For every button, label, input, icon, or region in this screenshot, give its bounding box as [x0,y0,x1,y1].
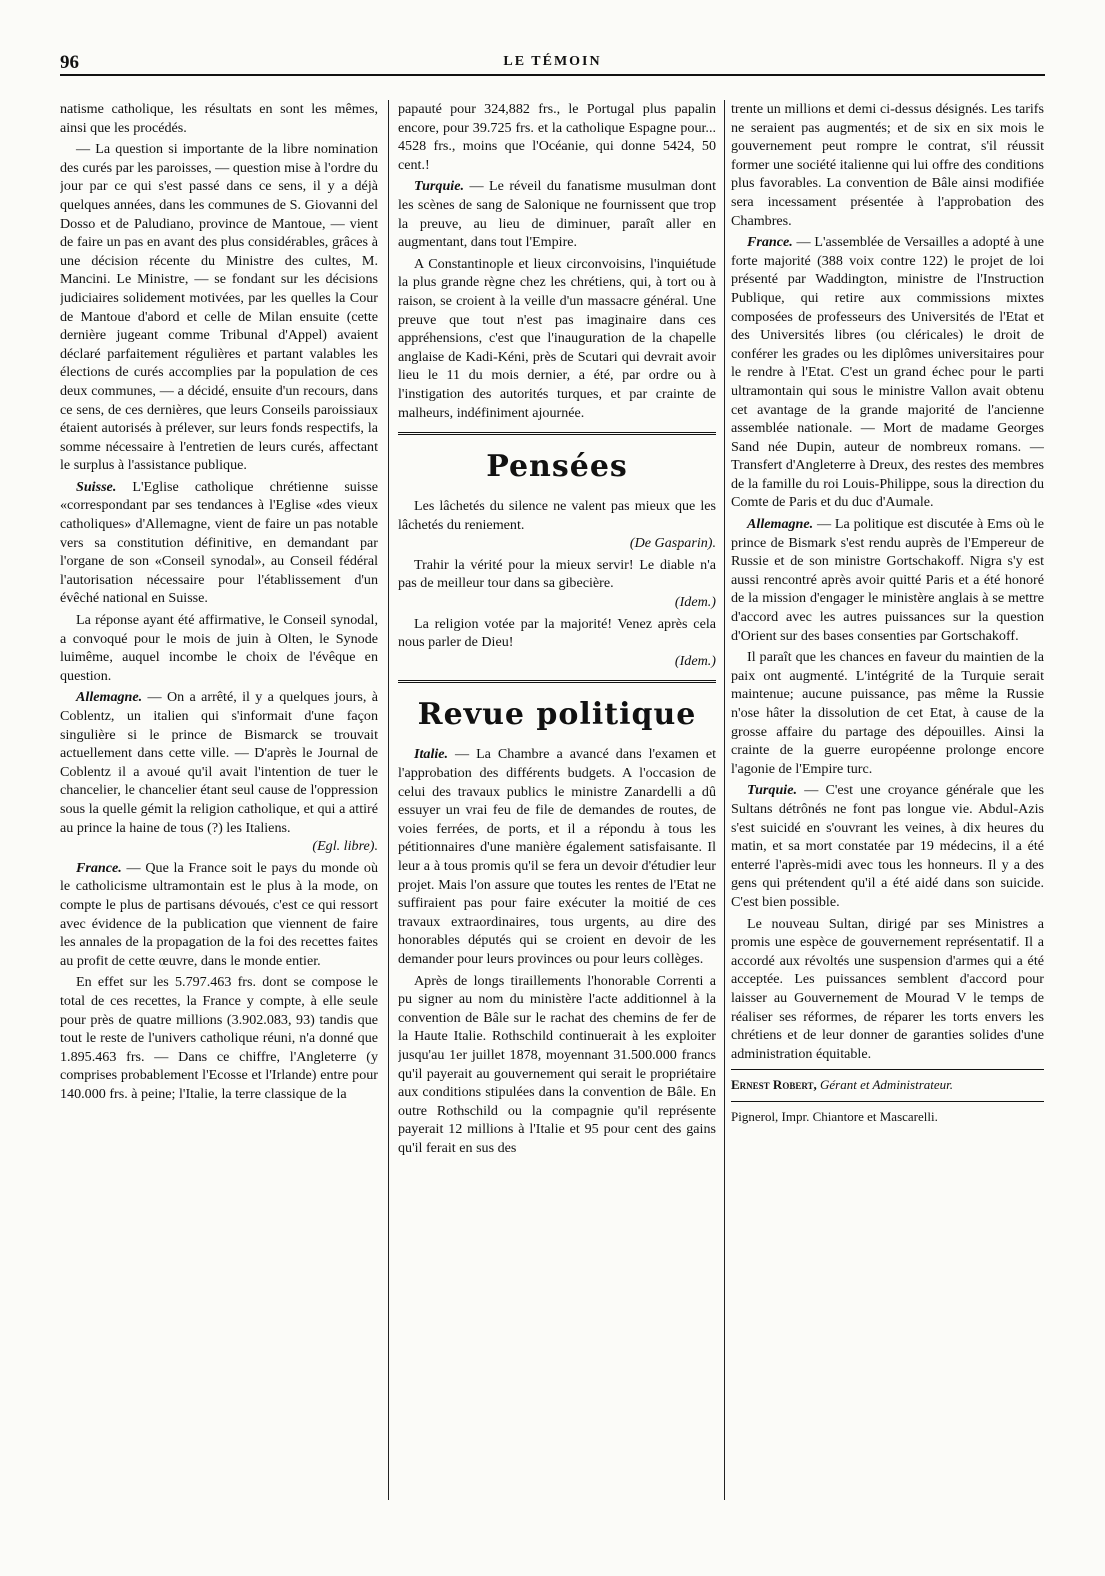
section-keyword: Italie. [414,746,449,763]
paragraph-text: — Que la France soit le pays du monde où le catholicisme ultramontain est le plus à la mode, on compte le plus de partisans dévoués, c'est ce qui ressort avec évidence de la publication que viennent de faire les annales de la propagation de la foi des recettes faites au profit de cette œuvre, dans le monde entier. [60,859,378,969]
paragraph [398,972,716,1158]
paragraph-text: trente un millions et demi ci-dessus désignés. Les tarifs ne seraient pas augmentés; et de six en six mois le gouvernement peut rompre le contrat, s'il réussit former une société italienne qui lui offre des conditions plus favorables. La convention de Bâle ainsi modifiée sera incessament présentée à l'approbation des Chambres. [731,101,1044,229]
paragraph-text: Trahir la vérité pour la mieux servir! Le diable n'a pas de meilleur tour dans sa gibecière. [398,556,716,592]
page-number: 96 [60,52,79,73]
paragraph [731,915,1044,1064]
section-heading-revue-politique: Revue politique [417,697,697,733]
section-keyword: Allemagne. [747,516,814,533]
paragraph-text: Le nouveau Sultan, dirigé par ses Ministres a promis une espèce de gouvernement représentatif. Il a accordé aux révoltés une suspension d'armes qui a été acceptée. Les puissances semblent d'accord pour laisser au Gouvernement de Mourad V le temps de réaliser ses réformes, de réparer les torts envers les chrétiens et de leur donner de garanties solides d'une administration équitable. [731,915,1044,1062]
running-title: LE TÉMOIN [503,54,602,69]
imprint-rule [731,1101,1044,1102]
paragraph [731,781,1044,911]
paragraph [60,973,378,1103]
section-keyword: France. [747,234,793,251]
source-attribution: (Idem.) [674,594,716,611]
paragraph-text: — La politique est discutée à Ems où le prince de Bismark s'est rendu auprès de l'Empereur de Russie et de son ministre Gortschakoff. Nigra s'y est aussi rencontré après avoir quitté Paris et a été honoré de la mission d'engager le ministère anglais à se mettre d'accord avec les autres puissances sur la question d'Orient sur des bases consenties par Gortschakoff. [731,516,1044,644]
paragraph-text: — Le réveil du fanatisme musulman dont les scènes de sang de Salonique ne fournissent que trop la preuve, au lieu de diminuer, paraît aller en augmentant, dans tout l'Empire. [398,178,716,251]
paragraph [731,648,1044,778]
paragraph-text: natisme catholique, les résultats en sont les mêmes, ainsi que les procédés. [60,101,378,136]
column-rule [388,100,389,1500]
section-keyword: Suisse. [76,478,117,495]
paragraph [60,140,378,475]
paragraph [731,233,1044,512]
paragraph [398,615,716,671]
column-1 [60,100,378,1550]
section-keyword: Turquie. [747,782,797,799]
paragraph [60,611,378,685]
paragraph [60,859,378,971]
paragraph-text: La religion votée par la majorité! Venez après cela nous parler de Dieu! [398,615,716,651]
paragraph [398,177,716,251]
paragraph-text: Après de longs tiraillements l'honorable Correnti a pu signer au nom du ministère l'acte additionnel à la convention de Bâle sur le rachat des chemins de fer de la Haute Italie. Rothschild continuerait à les exploiter jusqu'au 1er juillet 1878, moyennant 31.500.000 francs qu'il payerait au gouvernement qui serait le propriétaire aux conditions stipulées dans la convention de Bâle. En outre Rothschild ou la compagnie qu'il représente payerait 12 millions à l'Italie et 95 pour cent des gains qu'il ferait en sus des [398,972,716,1156]
paragraph [731,515,1044,645]
source-attribution: (Egl. libre). [312,838,378,855]
paragraph-text: — La question si importante de la libre nomination des curés par les paroisses, — question mise à l'ordre du jour par ce qui s'est passé dans ce sens, il y a déjà quelques années, dans les communes de S. Giovanni del Dosso et de Paludiano, province de Mantoue, — vient de faire un pas en avant des plus considérables, grâces à une décision récente du Ministre des cultes, M. Mancini. Le Ministre, — se fondant sur les décisions judiciaires solidement motivées, par les quelles la Cour de Mantoue d'abord et celle de Milan ensuite (cette dernière jugeant comme Tribunal d'Appel) avaient déclaré parfaitement régulières et partant valables les élections de curés accomplies par la population de ces deux communes, — a décidé, ensuite d'un recours, dans ce sens, de ces dernières, que leurs Conseils paroissiaux étaient autorisés à prélever, sur leurs fonds respectifs, la somme nécessaire à l'entretien de leurs curés, affectant le surplus à l'assistance publique. [60,141,378,474]
paragraph [731,100,1044,230]
column-3-body [731,100,1044,1063]
paragraph [398,497,716,553]
section-keyword: France. [76,859,122,876]
paragraph [398,100,716,174]
section-separator [398,680,716,683]
paragraph-text: papauté pour 324,882 frs., le Portugal plus papalin encore, pour 39.725 frs. et la catholique Espagne pour... 4528 frs., moins que l'Océanie, qui donne 5424, 50 cent.! [398,101,716,173]
source-attribution: (De Gasparin). [629,535,716,552]
section-separator [398,432,716,435]
pensees-section [398,497,716,670]
imprint-rule [731,1069,1044,1070]
paragraph [60,478,378,608]
paragraph-text: En effet sur les 5.797.463 frs. dont se compose le total de ces recettes, la France y compte, à elle seule pour près de quatre millions (3.902.083, 93) tandis que tout le reste de l'univers catholique réuni, n'a donné que 1.895.463 frs. — Dans ce chiffre, l'Angleterre (y comprises probablement l'Ecosse et l'Irlande) entre pour 140.000 frs. à peine; l'Italie, la terre classique de la [60,974,378,1102]
imprint-printer: Pignerol, Impr. Chiantore et Mascarelli. [731,1108,938,1124]
imprint-manager: Ernest Robert, Gérant et Administrateur. [731,1077,954,1093]
paragraph-text: A Constantinople et lieux circonvoisins, l'inquiétude la plus grande règne chez les chrétiens, qui, à tort ou à raison, se croient à la veille d'un massacre général. Une preuve que tout n'est pas imaginaire dans ces appréhensions, c'est que l'inauguration de la chapelle anglaise de Kadi-Kéni, près de Scutari qui devrait avoir lieu le 11 du mois dernier, a été, par ordre ou à l'instigation des autorités turques, et par crainte de malheurs, indéfiniment ajournée. [398,255,716,421]
column-rule [724,100,725,1500]
paragraph-text: Les lâchetés du silence ne valent pas mieux que les lâchetés du reniement. [398,498,716,533]
paragraph-text: — L'assemblée de Versailles a adopté à une forte majorité (388 voix contre 122) le projet de loi présenté par Waddington, ministre de l'Instruction Publique, qui retire aux commissions mixtes composées de professeurs des Universités de l'Etat et des Universités libres (ou cléricales) le droit de conférer les grades ou les diplômes universitaires pour le rendre à l'Etat. C'est un grand échec pour le parti ultramontain qui sous le ministre Vallon avait obtenu cet avantage de la grande majorité de l'ancienne assemblée nationale. — Mort de madame Georges Sand née Dupin, auteur de nombreux romans. — Transfert d'Angleterre à Dreux, des restes des membres de la famille du roi Louis-Philippe, sous la direction du Comte de Paris et du duc d'Aumale. [731,234,1044,511]
section-keyword: Allemagne. [76,689,143,706]
column-2-top [398,100,716,422]
paragraph [398,255,716,422]
paragraph [60,688,378,855]
paragraph [60,100,378,137]
paragraph [398,556,716,612]
column-2 [398,100,716,1550]
source-attribution: (Idem.) [674,652,716,669]
section-keyword: Turquie. [414,178,464,195]
paragraph-text: Il paraît que les chances en faveur du maintien de la paix ont augmenté. L'intégrité de la Turquie serait maintenue; aucune puissance, pas même la Russie n'ose hâter la dissolution de cet Etat, à cause de la grosse affaire du partage des dépouilles. Ainsi la crainte de la guerre européenne prolonge encore l'agonie de l'Empire turc. [731,649,1044,777]
paragraph-text: — On a arrêté, il y a quelques jours, à Coblentz, un italien qui s'informait d'une façon singulière si le prince de Bismarck se trouvait actuellement dans cette ville. — D'après le Journal de Coblentz il a avoué qu'il avait l'intention de tuer le chancelier, le chancelier étant seul cause de l'oppression sous la quelle gémit la religion catholique, et qui a attiré au prince la haine de tous (?) les Italiens. [60,689,378,836]
page-header [60,52,1045,76]
column-3 [731,100,1044,1550]
paragraph-text: — C'est une croyance générale que les Sultans détrônés ne font pas longue vie. Abdul-Azis s'est suicidé en s'ouvrant les veines, à dix heures du matin, et sa mort constatée par 19 médecins, il a été enterré l'après-midi avec tous les honneurs. Il y a des gens qui prétendent qu'il a été aidé dans son suicide. C'est bien possible. [731,782,1044,910]
paragraph [398,745,716,968]
paragraph-text: L'Eglise catholique chrétienne suisse «correspondant par ses tendances à l'Eglise «des vieux catholiques» d'Allemagne, vient de faire un pas notable vers sa constitution définitive, en demandant par l'organe de son «Conseil synodal», au Conseil fédéral l'autorisation nécessaire pour l'établissement d'un évêché national en Suisse. [60,478,378,607]
paragraph-text: — La Chambre a avancé dans l'examen et l'approbation des différents budgets. A l'occasion de celui des travaux publics le ministre Zanardelli a dû essuyer un vrai feu de file de demandes de routes, de voies ferrées, de ports, et il a répondu à tous les pétitionnaires d'une manière également satisfaisante. Il leur a à tous promis qu'il se fera un devoir d'étudier leur projet. Mais l'on assure que toutes les rentes de l'Etat ne suffiraient pas pour faire exécuter la moitié de ces travaux extraordinaires, tous urgents, au dire des honorables députés qui se croient en devoir de les demander pour leurs provinces ou pour leurs collèges. [398,746,716,967]
paragraph-text: La réponse ayant été affirmative, le Conseil synodal, a convoqué pour le mois de juin à Olten, le Synode luimême, auquel incombe le choix de l'évêque en question. [60,612,378,684]
revue-politique-section [398,745,716,1157]
section-heading-pensees: Pensées [486,449,628,485]
